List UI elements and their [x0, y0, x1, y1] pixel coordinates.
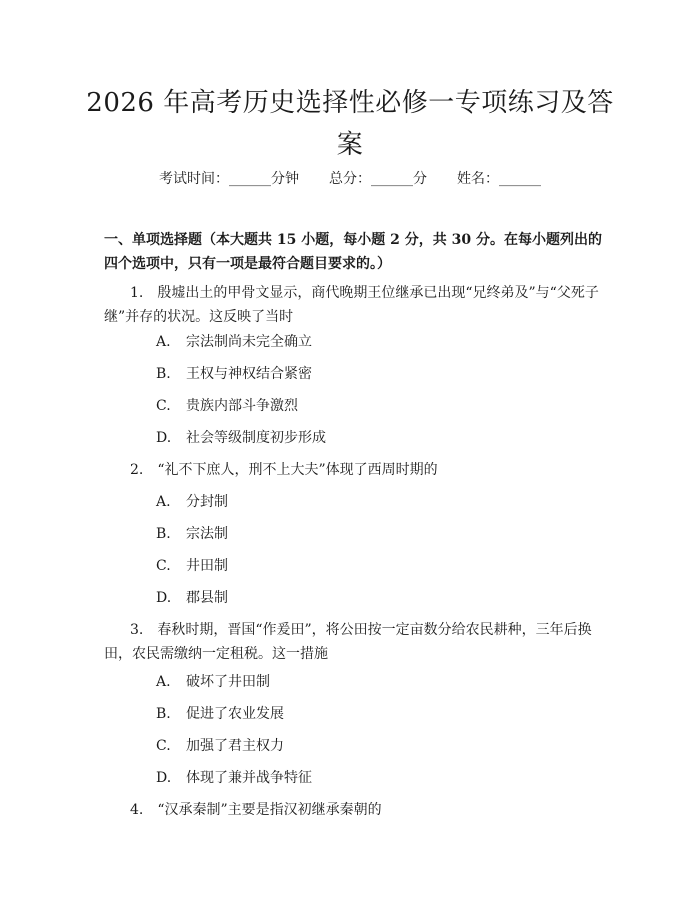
option-text: 破坏了井田制: [186, 674, 270, 690]
exam-time-field: 考试时间：______分钟: [159, 171, 299, 187]
question-3-stem: 3. 春秋时期，晋国“作爰田”，将公田按一定亩数分给农民耕种，三年后换田，农民需缴纳一定租税。这一措施: [104, 622, 592, 662]
student-name-field: 姓名：______: [457, 171, 541, 187]
option-letter: A.: [156, 334, 171, 350]
option-text: 井田制: [186, 558, 228, 574]
option-letter: C.: [156, 738, 171, 754]
question-2-option-a: [156, 490, 228, 514]
option-text: 贵族内部斗争激烈: [186, 398, 298, 414]
question-3-option-d: [156, 766, 312, 790]
option-letter: D.: [156, 770, 172, 786]
total-score-field: 总分：______分: [329, 171, 427, 187]
option-letter: B.: [156, 366, 171, 382]
question-2-option-b: [156, 522, 228, 546]
option-text: 加强了君主权力: [186, 738, 284, 754]
section-heading: 一、单项选择题（本大题共 15 小题，每小题 2 分，共 30 分。在每小题列出的四个选项中，只有一项是最符合题目要求的。）: [104, 232, 602, 272]
option-text: 分封制: [186, 494, 228, 510]
option-text: 王权与神权结合紧密: [186, 366, 312, 382]
question-2-option-c: [156, 554, 228, 578]
option-letter: A.: [156, 494, 171, 510]
option-text: 宗法制尚未完全确立: [186, 334, 312, 350]
question-3-option-c: [156, 734, 284, 758]
question-3-option-a: [156, 670, 270, 694]
question-2-stem: 2. “礼不下庶人，刑不上大夫”体现了西周时期的: [130, 462, 438, 478]
question-1-option-d: [156, 426, 326, 450]
option-letter: B.: [156, 706, 171, 722]
exam-meta: [0, 168, 700, 188]
option-text: 促进了农业发展: [186, 706, 284, 722]
option-text: 社会等级制度初步形成: [186, 430, 326, 446]
option-letter: D.: [156, 430, 172, 446]
option-letter: D.: [156, 590, 172, 606]
option-letter: A.: [156, 674, 171, 690]
question-1-stem: 1. 殷墟出土的甲骨文显示，商代晚期王位继承已出现“兄终弟及”与“父死子继”并存的状况。这反映了当时: [104, 285, 599, 325]
option-text: 宗法制: [186, 526, 228, 542]
option-letter: C.: [156, 558, 171, 574]
option-text: 郡县制: [186, 590, 228, 606]
option-text: 体现了兼并战争特征: [186, 770, 312, 786]
question-1-option-c: [156, 394, 298, 418]
question-1-option-b: [156, 362, 312, 386]
question-2-option-d: [156, 586, 228, 610]
document-title: 2026 年高考历史选择性必修一专项练习及答案: [86, 88, 614, 160]
question-1-option-a: [156, 330, 312, 354]
question-4-stem: 4. “汉承秦制”主要是指汉初继承秦朝的: [130, 802, 382, 818]
option-letter: C.: [156, 398, 171, 414]
question-3-option-b: [156, 702, 284, 726]
option-letter: B.: [156, 526, 171, 542]
